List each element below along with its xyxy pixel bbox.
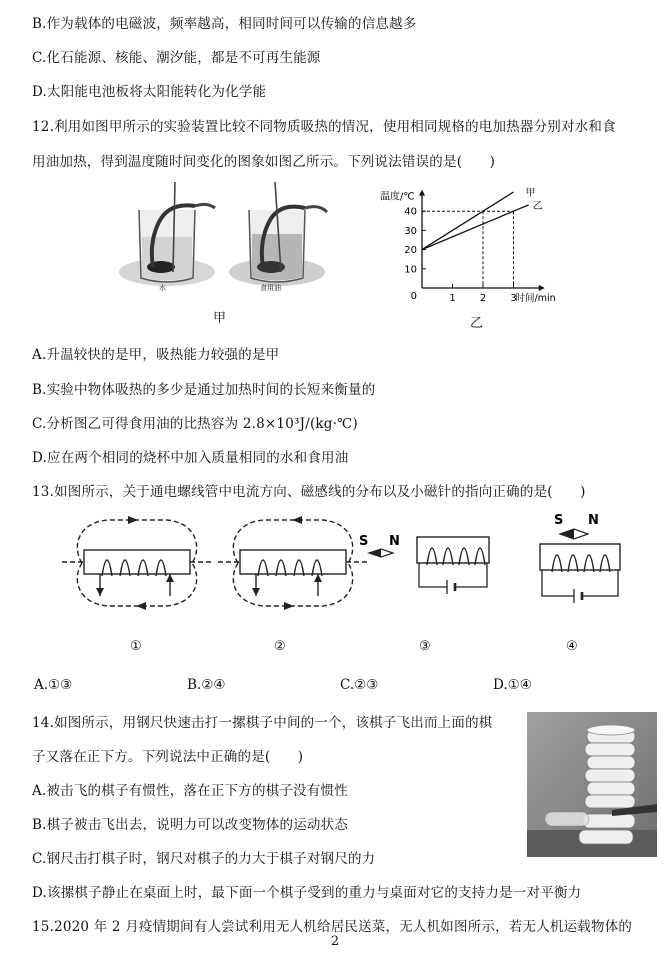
fig-label-3: ③ — [419, 639, 431, 654]
y-tick-label: 30 — [404, 225, 417, 237]
q14-stem-line1: 14.如图所示，用钢尺快速击打一摞棋子中间的一个，该棋子飞出而上面的棋 — [32, 715, 493, 731]
figure-yi-label: 乙 — [470, 316, 484, 331]
figure-jia-label: 甲 — [213, 311, 227, 326]
q13-choice-d: D.①④ — [493, 677, 532, 693]
q13-choice-a: A.①③ — [34, 677, 73, 693]
y-tick-label: 20 — [404, 245, 417, 257]
solenoid-figure-3 — [355, 525, 505, 615]
figure-jia-beakers — [115, 182, 330, 302]
q14-option-c: C.钢尺击打棋子时，钢尺对棋子的力大于棋子对钢尺的力 — [32, 851, 376, 867]
q12-stem-line1: 12.利用如图甲所示的实验装置比较不同物质吸热的情况，使用相同规格的电加热器分别对水和食 — [32, 119, 616, 135]
q14-option-a: A.被击飞的棋子有惯性，落在正下方的棋子没有惯性 — [32, 783, 348, 799]
x-tick-label: 3 — [510, 293, 517, 304]
y-axis-label: 温度/℃ — [380, 191, 415, 203]
q13-stem: 13.如图所示，关于通电螺线管中电流方向、磁感线的分布以及小磁针的指向正确的是( ) — [32, 484, 586, 500]
q14-stem-line2: 子又落在正下方。下列说法中正确的是( ) — [32, 749, 304, 765]
needle4-n: N — [588, 513, 599, 528]
y-tick-label: 40 — [404, 206, 417, 218]
q14-option-b: B.棋子被击飞出去，说明力可以改变物体的运动状态 — [32, 817, 349, 833]
beaker-label-water: 水 — [159, 284, 166, 292]
series-label-yi: 乙 — [532, 200, 543, 212]
figure-yi-graph — [360, 180, 575, 320]
fig-label-1: ① — [130, 639, 142, 654]
solenoid-figure-1 — [62, 508, 212, 618]
q12-stem-line2: 用油加热，得到温度随时间变化的图象如图乙所示。下列说法错误的是( ) — [32, 154, 496, 170]
needle3-s: S — [359, 534, 369, 549]
fig-label-2: ② — [274, 639, 286, 654]
q12-option-b: B.实验中物体吸热的多少是通过加热时间的长短来衡量的 — [32, 382, 376, 398]
x-tick-label: 1 — [449, 293, 456, 304]
series-line-1 — [422, 192, 514, 250]
q12-option-a: A.升温较快的是甲，吸热能力较强的是甲 — [32, 347, 280, 363]
origin-label: 0 — [410, 291, 417, 302]
page-number: 2 — [330, 934, 340, 949]
q11-option-d: D.太阳能电池板将太阳能转化为化学能 — [32, 84, 267, 100]
solenoid-figure-2 — [218, 508, 368, 618]
x-axis-arrow — [539, 285, 545, 291]
checker-stack-photo — [527, 712, 657, 857]
q11-option-b: B.作为载体的电磁波，频率越高，相同时间可以传输的信息越多 — [32, 16, 417, 32]
beaker-label-oil: 食用油 — [260, 284, 281, 292]
needle3-n: N — [389, 534, 400, 549]
solenoid-figure-4 — [530, 510, 640, 610]
x-tick-label: 2 — [479, 293, 487, 304]
q12-option-c: C.分析图乙可得食用油的比热容为 2.8×10³J/(kg·℃) — [32, 416, 358, 432]
series-label-jia: 甲 — [525, 188, 536, 199]
x-axis-label: 时间/min — [515, 293, 556, 304]
y-tick-label: 10 — [404, 264, 417, 276]
y-axis-arrow — [419, 190, 425, 196]
q13-choice-b: B.②④ — [187, 677, 226, 693]
q11-option-c: C.化石能源、核能、潮汐能，都是不可再生能源 — [32, 50, 321, 66]
q14-option-d: D.该摞棋子静止在桌面上时，最下面一个棋子受到的重力与桌面对它的支持力是一对平衡力 — [32, 885, 582, 901]
q12-option-d: D.应在两个相同的烧杯中加入质量相同的水和食用油 — [32, 450, 349, 466]
q15-stem-line1: 15.2020 年 2 月疫情期间有人尝试利用无人机给居民送菜，无人机如图所示，若无人机运载物体的 — [32, 919, 633, 935]
needle4-s: S — [554, 513, 564, 528]
fig-label-4: ④ — [566, 639, 578, 654]
q13-choice-c: C.②③ — [340, 677, 379, 693]
